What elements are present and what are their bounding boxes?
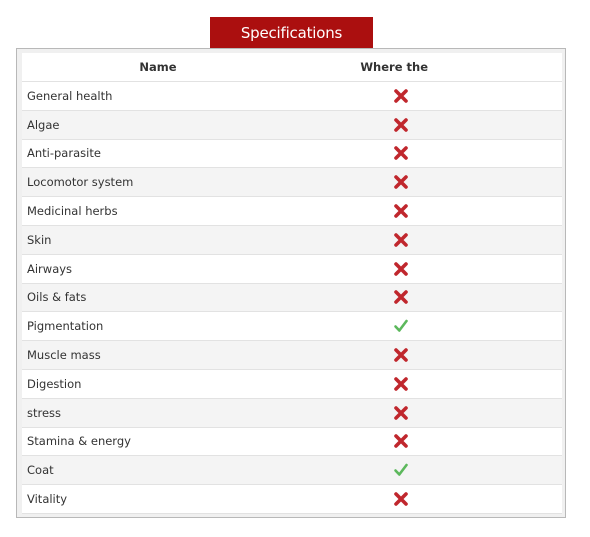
cross-icon (393, 232, 409, 248)
row-status (319, 433, 562, 449)
table-row (22, 140, 562, 169)
row-status (319, 232, 562, 248)
table-row (22, 399, 562, 428)
row-name: Algae (27, 117, 60, 132)
table-row (22, 255, 562, 284)
row-name: stress (27, 405, 62, 420)
table-row (22, 456, 562, 485)
row-name: Muscle mass (27, 348, 101, 363)
row-name: General health (27, 88, 113, 103)
table-row (22, 312, 562, 341)
row-status (319, 174, 562, 190)
row-status (319, 145, 562, 161)
cross-icon (393, 405, 409, 421)
cross-icon (393, 117, 409, 133)
specifications-title: Specifications (210, 17, 373, 48)
cross-icon (393, 88, 409, 104)
check-icon (393, 318, 409, 334)
table-header-row (22, 53, 562, 82)
header-name: Name (139, 60, 177, 74)
row-name: Digestion (27, 376, 82, 391)
row-name: Pigmentation (27, 319, 104, 334)
row-status (319, 261, 562, 277)
cross-icon (393, 433, 409, 449)
table-row (22, 111, 562, 140)
row-name: Vitality (27, 492, 68, 507)
row-status (319, 117, 562, 133)
row-status (319, 462, 562, 478)
row-status (319, 376, 562, 392)
row-status (319, 289, 562, 305)
cross-icon (393, 347, 409, 363)
row-status (319, 491, 562, 507)
row-status (319, 318, 562, 334)
row-name: Anti-parasite (27, 146, 101, 161)
row-status (319, 405, 562, 421)
row-name: Stamina & energy (27, 434, 131, 449)
row-name: Medicinal herbs (27, 204, 118, 219)
row-name: Locomotor system (27, 175, 134, 190)
table-row (22, 82, 562, 111)
header-value: Where the (360, 60, 428, 74)
table-row (22, 485, 562, 514)
check-icon (393, 462, 409, 478)
table-row (22, 197, 562, 226)
table-row (22, 428, 562, 457)
row-name: Airways (27, 261, 73, 276)
table-row (22, 284, 562, 313)
row-status (319, 203, 562, 219)
cross-icon (393, 491, 409, 507)
row-status (319, 88, 562, 104)
table-row (22, 370, 562, 399)
table-row (22, 168, 562, 197)
table-row (22, 341, 562, 370)
row-name: Oils & fats (27, 290, 87, 305)
cross-icon (393, 203, 409, 219)
row-name: Coat (27, 463, 54, 478)
cross-icon (393, 376, 409, 392)
cross-icon (393, 261, 409, 277)
specifications-table (22, 53, 562, 514)
table-body (22, 82, 562, 514)
cross-icon (393, 289, 409, 305)
row-status (319, 347, 562, 363)
table-row (22, 226, 562, 255)
row-name: Skin (27, 232, 52, 247)
cross-icon (393, 145, 409, 161)
cross-icon (393, 174, 409, 190)
